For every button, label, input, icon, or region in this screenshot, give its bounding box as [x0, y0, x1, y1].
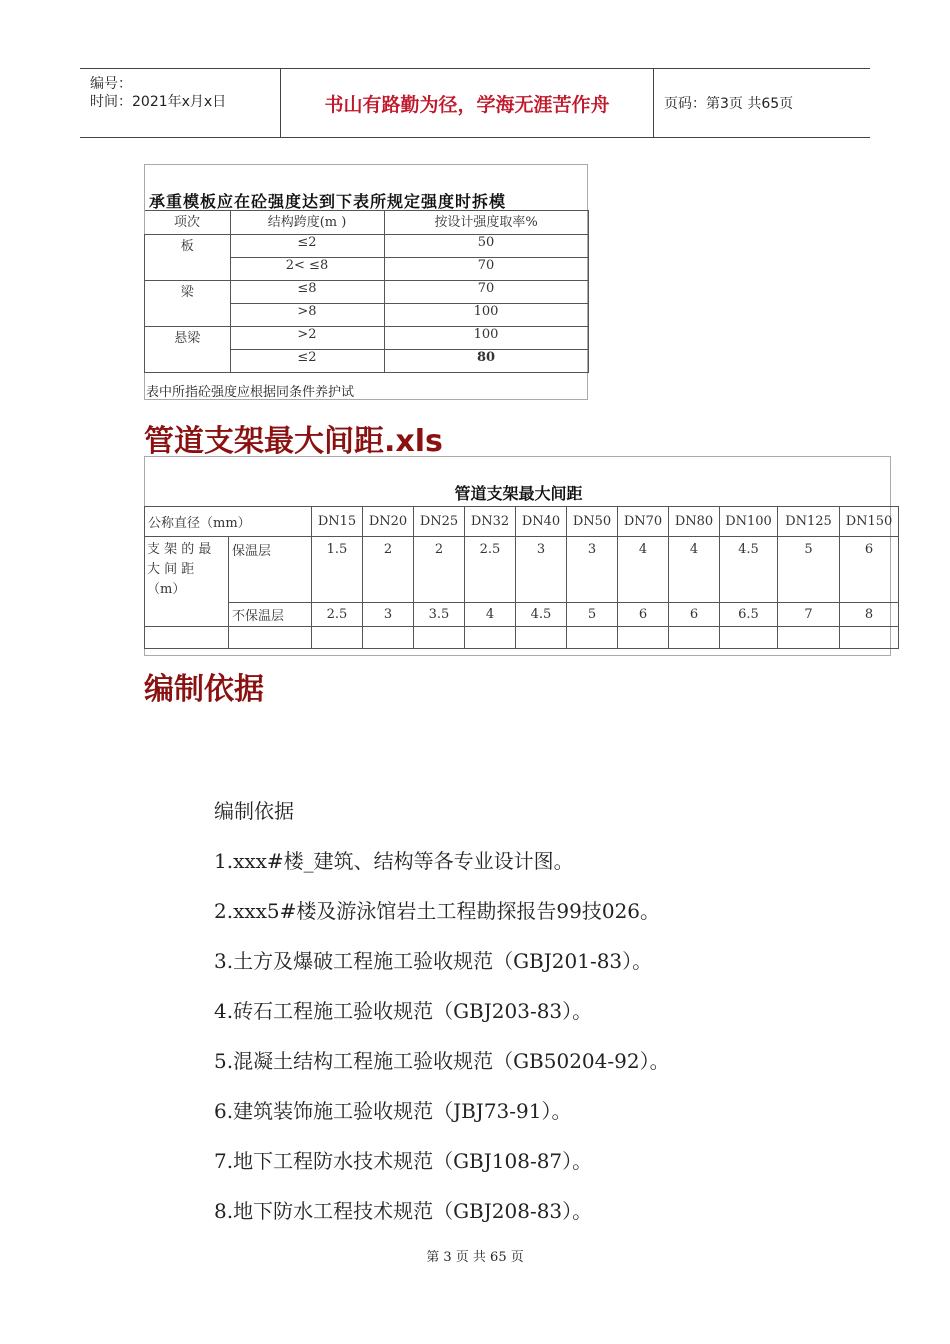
page-footer: 第 3 页 共 65 页	[426, 1250, 524, 1265]
basis-item: 3.土方及爆破工程施工验收规范（GBJ201-83）。	[214, 949, 653, 973]
empty-cell	[312, 627, 363, 649]
document-number-label: 编号：	[90, 76, 132, 92]
table-cell: 4	[618, 537, 669, 603]
table-cell: 8	[840, 603, 899, 627]
spacing-row-label-line: （m）	[147, 582, 186, 597]
pipe-table-title: 管道支架最大间距	[454, 484, 583, 503]
header-motto: 书山有路勤为径，学海无涯苦作舟	[281, 69, 654, 137]
formwork-table-title: 承重模板应在砼强度达到下表所规定强度时拆模	[149, 192, 507, 211]
table-cell: 6	[669, 603, 720, 627]
table-cell: 5	[778, 537, 840, 603]
table-cell: 板	[145, 235, 231, 281]
formwork-grid	[144, 210, 589, 373]
diameter-header: DN70	[618, 507, 669, 537]
table-cell: 2	[414, 537, 465, 603]
diameter-header: DN15	[312, 507, 363, 537]
table-cell: 50	[384, 235, 588, 258]
document-date: 时间：2021年x月x日	[90, 94, 227, 110]
table-cell: ≤8	[230, 281, 384, 304]
diameter-header: DN40	[516, 507, 567, 537]
empty-cell	[618, 627, 669, 649]
table-cell: 2.5	[465, 537, 516, 603]
table-cell: 70	[384, 281, 588, 304]
table-header-cell: 项次	[145, 211, 231, 235]
empty-cell	[229, 627, 312, 649]
diameter-header: DN100	[720, 507, 778, 537]
section-heading-basis: 编制依据	[144, 672, 264, 707]
basis-item: 6.建筑装饰施工验收规范（JBJ73-91）。	[214, 1099, 572, 1123]
table-cell: 3.5	[414, 603, 465, 627]
table-cell: 梁	[145, 281, 231, 327]
empty-cell	[567, 627, 618, 649]
uninsulated-label: 不保温层	[229, 603, 312, 627]
table-header-cell: 按设计强度取率%	[384, 211, 588, 235]
section-heading-pipe: 管道支架最大间距.xls	[144, 424, 443, 459]
diameter-header: DN25	[414, 507, 465, 537]
table-cell: 4	[465, 603, 516, 627]
table-cell: 悬梁	[145, 327, 231, 373]
empty-cell	[840, 627, 899, 649]
diameter-header: DN125	[778, 507, 840, 537]
table-cell: 4.5	[720, 537, 778, 603]
empty-cell	[363, 627, 414, 649]
empty-cell	[414, 627, 465, 649]
page-header	[80, 68, 870, 138]
insulated-label: 保温层	[229, 537, 312, 603]
diameter-header: DN80	[669, 507, 720, 537]
diameter-header: DN50	[567, 507, 618, 537]
basis-item: 4.砖石工程施工验收规范（GBJ203-83）。	[214, 999, 593, 1023]
empty-cell	[669, 627, 720, 649]
header-page-info: 页码：第3页 共65页	[664, 96, 794, 112]
empty-cell	[778, 627, 840, 649]
table-cell: ≤2	[230, 350, 384, 373]
empty-cell	[516, 627, 567, 649]
empty-cell	[465, 627, 516, 649]
table-cell: 2< ≤8	[230, 258, 384, 281]
diameter-header: DN32	[465, 507, 516, 537]
basis-item: 8.地下防水工程技术规范（GBJ208-83）。	[214, 1199, 593, 1223]
header-meta	[80, 69, 281, 137]
table-cell: 2	[363, 537, 414, 603]
pipe-grid	[144, 506, 899, 649]
empty-cell	[145, 627, 229, 649]
table-cell: 7	[778, 603, 840, 627]
basis-title: 编制依据	[214, 799, 294, 823]
spacing-row-label-line: 支 架 的 最	[147, 542, 212, 557]
table-cell: 70	[384, 258, 588, 281]
spacing-row-label-line: 大 间 距	[147, 562, 195, 577]
diameter-label: 公称直径（mm）	[145, 507, 312, 537]
spacing-row-label	[145, 537, 229, 627]
table-cell: 6	[840, 537, 899, 603]
formwork-table-note: 表中所指砼强度应根据同条件养护试	[146, 385, 355, 400]
table-cell: 4.5	[516, 603, 567, 627]
basis-item: 2.xxx5#楼及游泳馆岩土工程勘探报告99技026。	[214, 899, 661, 923]
table-cell: 1.5	[312, 537, 363, 603]
diameter-header: DN20	[363, 507, 414, 537]
table-cell: 3	[363, 603, 414, 627]
table-header-cell: 结构跨度(m )	[230, 211, 384, 235]
table-cell: ≤2	[230, 235, 384, 258]
table-cell: 3	[567, 537, 618, 603]
table-cell: 100	[384, 327, 588, 350]
diameter-header: DN150	[840, 507, 899, 537]
empty-cell	[720, 627, 778, 649]
basis-item: 1.xxx#楼_建筑、结构等各专业设计图。	[214, 849, 574, 873]
table-cell: >2	[230, 327, 384, 350]
basis-item: 5.混凝土结构工程施工验收规范（GB50204-92）。	[214, 1049, 670, 1073]
table-cell: 2.5	[312, 603, 363, 627]
table-cell: >8	[230, 304, 384, 327]
table-cell: 100	[384, 304, 588, 327]
basis-item: 7.地下工程防水技术规范（GBJ108-87）。	[214, 1149, 593, 1173]
table-cell: 3	[516, 537, 567, 603]
table-cell: 6	[618, 603, 669, 627]
table-cell: 80	[384, 350, 588, 373]
table-cell: 4	[669, 537, 720, 603]
table-cell: 6.5	[720, 603, 778, 627]
table-cell: 5	[567, 603, 618, 627]
